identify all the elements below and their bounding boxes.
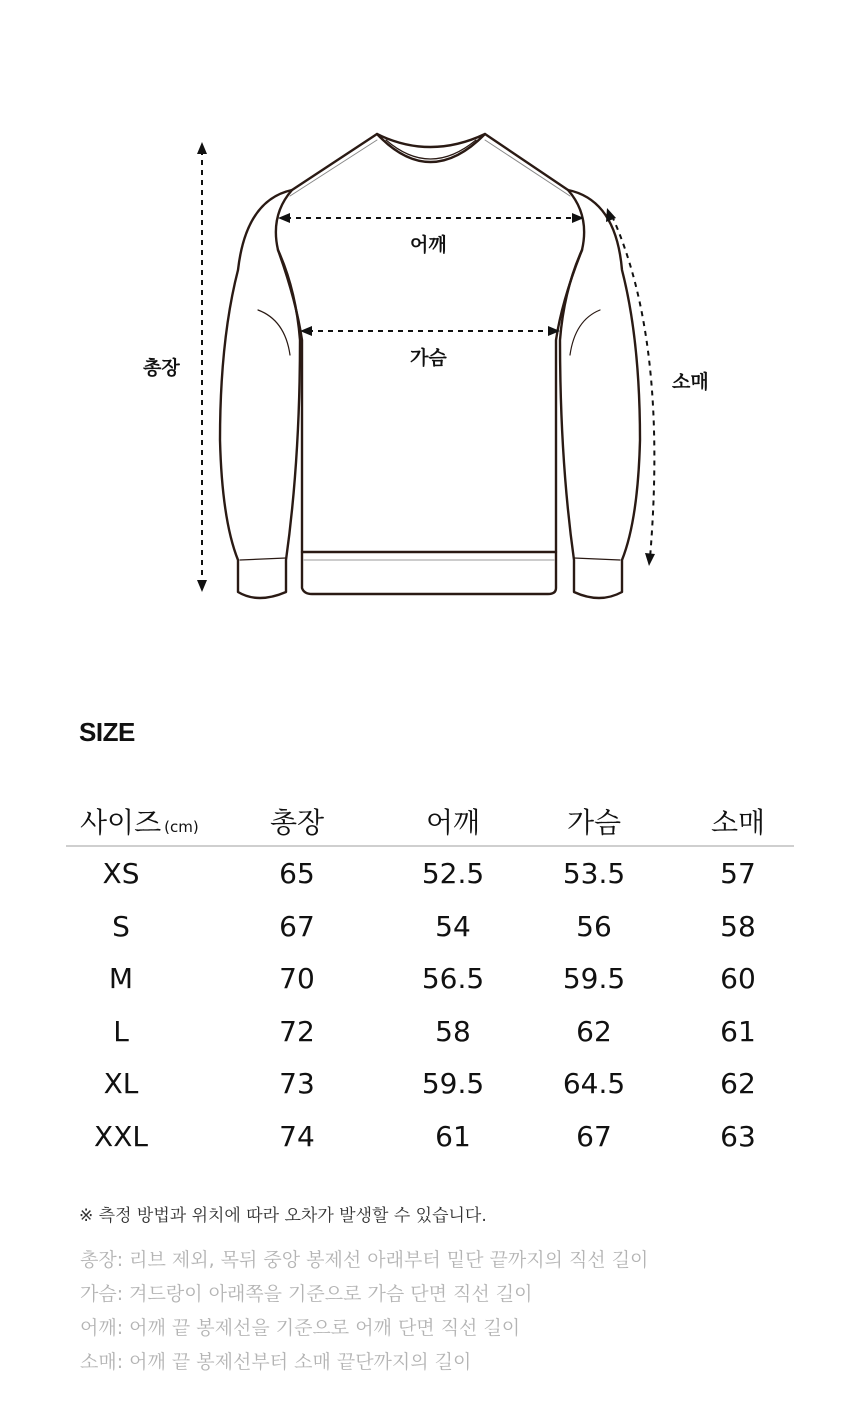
cell-shoulder: 58 [435,1014,471,1048]
cell-sleeve: 61 [720,1014,756,1048]
right-sleeve [560,190,640,598]
header-size [80,801,199,841]
header-total-length: 총장 [269,806,325,839]
cell-size: XS [102,857,140,890]
cell-sleeve: 58 [720,909,756,943]
cell-total-length: 73 [279,1067,315,1101]
table-row [66,847,794,900]
cell-chest: 53.5 [562,857,626,890]
sweatshirt-diagram [0,0,860,640]
cell-shoulder: 61 [435,1119,471,1153]
cell-chest: 59.5 [562,962,626,996]
sleeve-arrow [612,216,654,558]
table-header [66,795,794,847]
cell-chest: 64.5 [562,1067,626,1101]
cell-sleeve: 57 [720,857,756,890]
label-shoulder: 어깨 [410,234,447,256]
header-size-label: 사이즈 [80,806,162,839]
cell-shoulder: 52.5 [421,857,485,890]
cell-size: XL [103,1067,139,1101]
cell-chest: 56 [576,909,612,943]
definition-shoulder: 어깨: 어깨 끝 봉제선을 기준으로 어깨 단면 직선 길이 [80,1317,521,1339]
table-row [66,1005,794,1058]
cell-size: L [113,1014,129,1048]
label-total-length: 총장 [143,357,180,379]
cell-total-length: 74 [279,1119,315,1153]
cell-total-length: 67 [279,909,315,943]
label-chest: 가슴 [410,347,447,369]
cell-total-length: 72 [279,1014,315,1048]
table-row [66,900,794,953]
table-row [66,952,794,1005]
cell-shoulder: 54 [435,909,471,943]
cell-total-length: 70 [279,962,315,996]
measurement-note: ※ 측정 방법과 위치에 따라 오차가 발생할 수 있습니다. [79,1206,487,1226]
cell-total-length: 65 [279,857,315,890]
label-sleeve: 소매 [672,371,709,393]
definition-chest: 가슴: 겨드랑이 아래쪽을 기준으로 가슴 단면 직선 길이 [80,1283,533,1305]
definition-sleeve: 소매: 어깨 끝 봉제선부터 소매 끝단까지의 길이 [80,1351,472,1373]
header-unit: (cm) [164,818,199,836]
left-sleeve [220,190,300,598]
cell-size: M [108,962,134,996]
definition-total-length: 총장: 리브 제외, 목뒤 중앙 봉제선 아래부터 밑단 끝까지의 직선 길이 [80,1249,649,1271]
header-shoulder: 어깨 [425,806,481,839]
cell-sleeve: 63 [720,1119,756,1153]
cell-size: XXL [94,1119,148,1153]
cell-sleeve: 60 [720,962,756,996]
cell-shoulder: 59.5 [421,1067,485,1101]
cell-sleeve: 62 [720,1067,756,1101]
size-table [66,795,794,1163]
hem-rib [302,552,556,594]
table-row [66,1057,794,1110]
cell-chest: 62 [576,1014,612,1048]
cell-shoulder: 56.5 [421,962,485,996]
measurement-definitions [80,1246,648,1382]
table-row [66,1110,794,1163]
cell-size: S [112,909,130,943]
header-chest: 가슴 [566,806,622,839]
size-section-title: SIZE [79,717,135,747]
cell-chest: 67 [576,1119,612,1153]
header-sleeve: 소매 [710,806,766,839]
